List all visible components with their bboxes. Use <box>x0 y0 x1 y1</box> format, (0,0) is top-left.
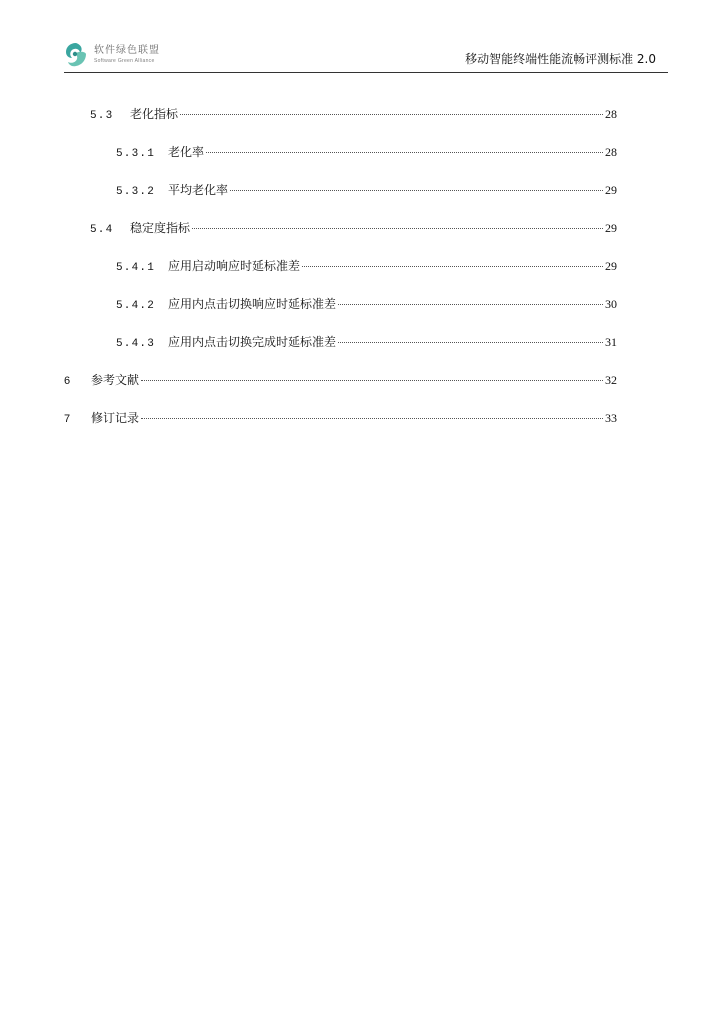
logo-text-group <box>94 46 160 64</box>
toc-entry-page: 29 <box>605 221 617 235</box>
alliance-logo-icon <box>64 42 88 68</box>
toc-entry-page: 28 <box>605 145 617 159</box>
toc-dot-leader <box>302 266 603 267</box>
toc-entry-number: 5.4.1 <box>116 262 156 274</box>
toc-entry[interactable] <box>64 409 617 425</box>
toc-entry-title: 参考文献 <box>91 373 140 387</box>
toc-entry-title: 老化指标 <box>130 107 179 121</box>
toc-dot-leader <box>338 304 603 305</box>
toc-dot-leader <box>206 152 603 153</box>
toc-entry-number: 5.3.1 <box>116 148 156 160</box>
toc-entry-number: 5.3.2 <box>116 186 156 198</box>
toc-entry[interactable] <box>116 333 617 349</box>
toc-entry-title: 应用内点击切换响应时延标准差 <box>168 297 337 311</box>
toc-entry-title: 修订记录 <box>91 411 140 425</box>
toc-entry-page: 29 <box>605 259 617 273</box>
toc-entry-title: 应用内点击切换完成时延标准差 <box>168 335 337 349</box>
toc-entry-page: 30 <box>605 297 617 311</box>
toc-entry-number: 5.4 <box>90 224 114 236</box>
toc-dot-leader <box>338 342 603 343</box>
page-header <box>0 0 724 80</box>
toc-dot-leader <box>192 228 603 229</box>
toc-entry[interactable] <box>90 219 617 235</box>
logo-chinese-name: 软件绿色联盟 <box>94 45 160 56</box>
toc-entry-title: 稳定度指标 <box>130 221 191 235</box>
header-divider <box>64 72 668 73</box>
toc-dot-leader <box>141 380 603 381</box>
document-title: 移动智能终端性能流畅评测标准 2.0 <box>465 52 656 66</box>
toc-entry-page: 32 <box>605 373 617 387</box>
logo-english-name: Software Green Alliance <box>94 58 155 64</box>
toc-entry-page: 31 <box>605 335 617 349</box>
toc-entry-page: 33 <box>605 411 617 425</box>
toc-entry-number: 7 <box>64 413 71 425</box>
toc-entry[interactable] <box>116 295 617 311</box>
toc-entry[interactable] <box>64 371 617 387</box>
toc-entry[interactable] <box>116 257 617 273</box>
toc-dot-leader <box>141 418 603 419</box>
toc-entry[interactable] <box>116 143 617 159</box>
toc-dot-leader <box>230 190 603 191</box>
toc-entry-title: 老化率 <box>168 145 205 159</box>
toc-entry[interactable] <box>90 105 617 121</box>
toc-entry-number: 6 <box>64 375 71 387</box>
toc-entry-number: 5.3 <box>90 110 114 122</box>
toc-entry-title: 平均老化率 <box>168 183 229 197</box>
toc-entry-page: 28 <box>605 107 617 121</box>
toc-entry-number: 5.4.2 <box>116 300 156 312</box>
alliance-logo <box>64 42 160 68</box>
toc-dot-leader <box>180 114 603 115</box>
toc-entry-number: 5.4.3 <box>116 338 156 350</box>
toc-entry-page: 29 <box>605 183 617 197</box>
toc-entry-title: 应用启动响应时延标准差 <box>168 259 301 273</box>
toc-entry[interactable] <box>116 181 617 197</box>
